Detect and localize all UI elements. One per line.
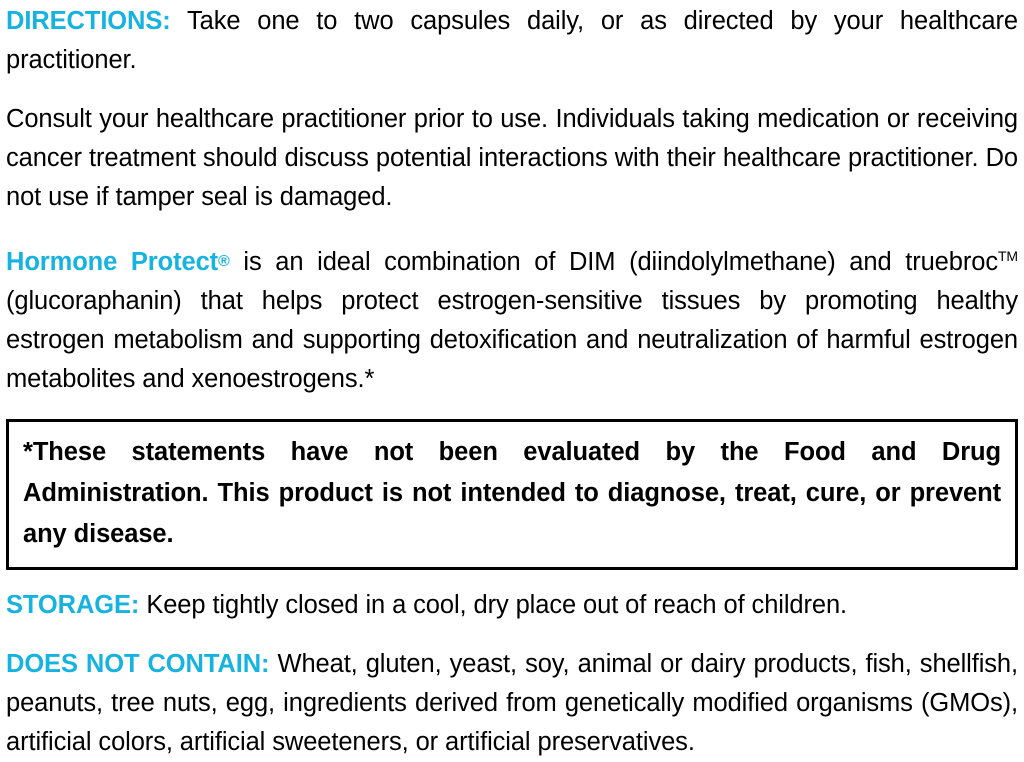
trademark-icon: TM xyxy=(997,248,1018,264)
directions-paragraph xyxy=(6,2,1018,80)
product-name: Hormone Protect xyxy=(6,248,219,276)
registered-mark-icon: ® xyxy=(218,253,230,270)
directions-text: Take one to two capsules daily, or as directed by your healthcare practitioner. xyxy=(6,7,1018,74)
fda-disclaimer-box xyxy=(6,419,1018,570)
directions-section xyxy=(6,2,1018,80)
fda-disclaimer-text: *These statements have not been evaluated by the Food and Drug Administration. This product is not intended to diagnose, treat, cure, or prevent any disease. xyxy=(23,438,1001,548)
storage-heading: STORAGE: xyxy=(6,591,140,619)
does-not-contain-paragraph xyxy=(6,645,1018,762)
does-not-contain-text: Wheat, gluten, yeast, soy, animal or dairy products, fish, shellfish, peanuts, tree nuts, egg, ingredients derived from genetically modified organisms (GMOs), artificial colors, artificial sweeteners, or artificial preservatives. xyxy=(6,650,1019,756)
description-paragraph xyxy=(6,237,1018,399)
storage-text: Keep tightly closed in a cool, dry place out of reach of children. xyxy=(139,591,848,619)
directions-heading: DIRECTIONS: xyxy=(6,7,171,35)
description-section xyxy=(6,237,1018,399)
caution-section xyxy=(6,100,1018,217)
description-text-part2: (glucoraphanin) that helps protect estrogen-sensitive tissues by promoting healthy estrogen metabolism and supporting detoxification and neutralization of harmful estrogen metabolites and xenoestrogens.* xyxy=(6,287,1018,393)
storage-section xyxy=(6,586,1018,625)
does-not-contain-section xyxy=(6,645,1018,762)
storage-paragraph xyxy=(6,586,1018,625)
does-not-contain-heading: DOES NOT CONTAIN: xyxy=(6,650,270,678)
caution-paragraph: Consult your healthcare practitioner prior to use. Individuals taking medication or receiving cancer treatment should discuss potential interactions with their healthcare practitioner. Do not use if tamper seal is damaged. xyxy=(6,105,1018,211)
description-text-part1: is an ideal combination of DIM (diindolylmethane) and truebroc xyxy=(229,248,998,276)
